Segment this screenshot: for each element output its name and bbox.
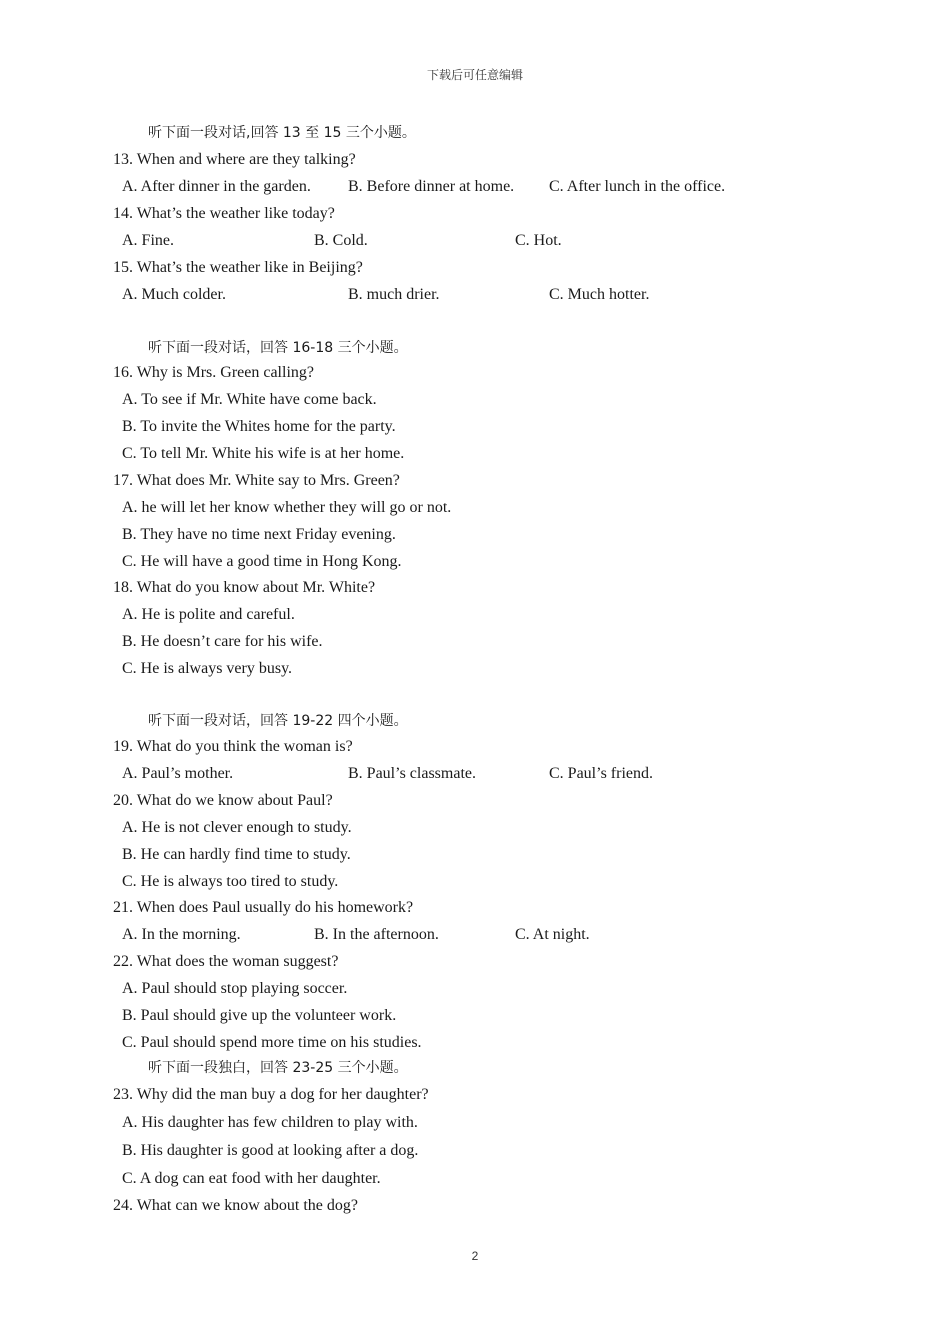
option-b: B. Paul should give up the volunteer work. [122, 1007, 397, 1024]
option-b: B. They have no time next Friday evening. [122, 526, 396, 543]
question-text: 20. What do we know about Paul? [113, 792, 333, 809]
question-text: 14. What’s the weather like today? [113, 205, 335, 222]
question-text: 23. Why did the man buy a dog for her daughter? [113, 1086, 429, 1103]
question-text: 17. What does Mr. White say to Mrs. Green? [113, 472, 400, 489]
option-a: A. To see if Mr. White have come back. [122, 391, 377, 408]
option-c: C. After lunch in the office. [549, 178, 726, 195]
section-intro: 听下面一段独白，回答 23-25 三个小题。 [148, 1060, 408, 1076]
option-c: C. He is always too tired to study. [122, 873, 339, 890]
question-text: 13. When and where are they talking? [113, 151, 356, 168]
option-a: A. After dinner in the garden. [122, 178, 311, 195]
option-c: C. He is always very busy. [122, 660, 293, 677]
question-text: 16. Why is Mrs. Green calling? [113, 364, 314, 381]
section-intro: 听下面一段对话，回答 19-22 四个小题。 [148, 713, 408, 729]
option-c: C. Paul should spend more time on his studies. [122, 1034, 422, 1051]
option-a: A. Paul should stop playing soccer. [122, 980, 348, 997]
option-c: C. At night. [515, 926, 590, 943]
section-intro: 听下面一段对话,回答 13 至 15 三个小题。 [148, 125, 416, 141]
question-text: 18. What do you know about Mr. White? [113, 579, 376, 596]
section-intro: 听下面一段对话，回答 16-18 三个小题。 [148, 340, 408, 356]
question-text: 21. When does Paul usually do his homework? [113, 899, 414, 916]
option-a: A. He is polite and careful. [122, 606, 295, 623]
option-b: B. He doesn’t care for his wife. [122, 633, 323, 650]
question-text: 22. What does the woman suggest? [113, 953, 339, 970]
option-a: A. His daughter has few children to play with. [122, 1114, 418, 1131]
page-header: 下载后可任意编辑 [426, 68, 523, 82]
option-a: A. Much colder. [122, 286, 226, 303]
page-number: 2 [471, 1249, 479, 1263]
question-text: 24. What can we know about the dog? [113, 1197, 358, 1214]
question-text: 19. What do you think the woman is? [113, 738, 353, 755]
option-b: B. In the afternoon. [314, 926, 439, 943]
option-c: C. A dog can eat food with her daughter. [122, 1170, 381, 1187]
option-b: B. Cold. [314, 232, 368, 249]
option-c: C. Much hotter. [549, 286, 650, 303]
option-b: B. He can hardly find time to study. [122, 846, 351, 863]
option-b: B. Before dinner at home. [348, 178, 515, 195]
option-b: B. much drier. [348, 286, 440, 303]
option-c: C. Hot. [515, 232, 562, 249]
option-a: A. Paul’s mother. [122, 765, 234, 782]
option-b: B. To invite the Whites home for the party. [122, 418, 396, 435]
option-c: C. To tell Mr. White his wife is at her home. [122, 445, 405, 462]
option-a: A. In the morning. [122, 926, 241, 943]
option-b: B. Paul’s classmate. [348, 765, 476, 782]
option-c: C. Paul’s friend. [549, 765, 653, 782]
option-a: A. he will let her know whether they will go or not. [122, 499, 452, 516]
option-a: A. He is not clever enough to study. [122, 819, 352, 836]
question-text: 15. What’s the weather like in Beijing? [113, 259, 363, 276]
option-b: B. His daughter is good at looking after a dog. [122, 1142, 419, 1159]
option-a: A. Fine. [122, 232, 174, 249]
option-c: C. He will have a good time in Hong Kong. [122, 553, 402, 570]
